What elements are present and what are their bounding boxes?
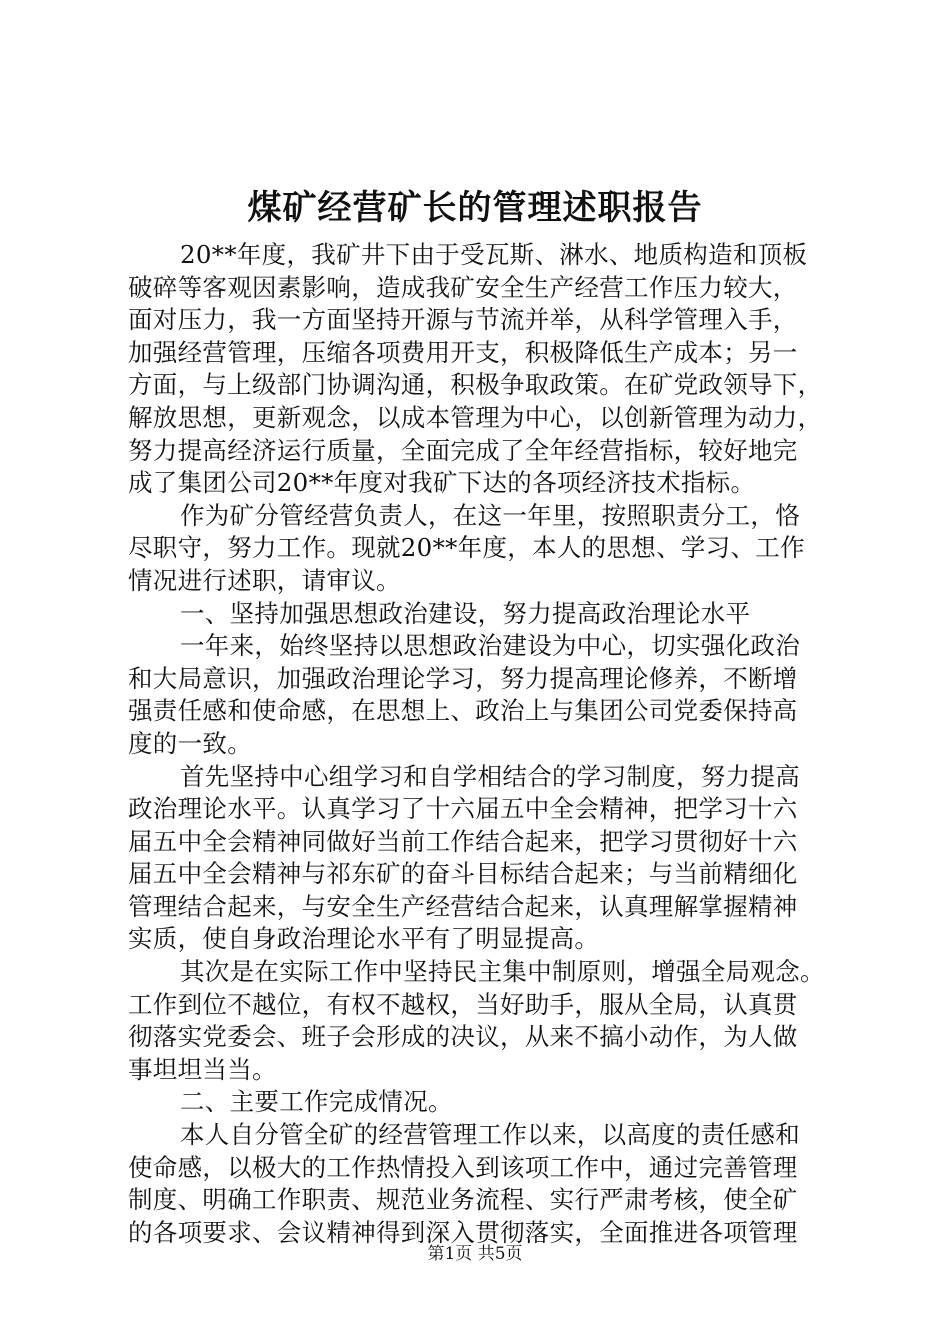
text-line: 破碎等客观因素影响，造成我矿安全生产经营工作压力较大， (128, 272, 798, 302)
text-line: 度的一致。 (128, 728, 252, 758)
text-line: 使命感，以极大的工作热情投入到该项工作中，通过完善管理 (128, 1152, 798, 1182)
text-line: 方面，与上级部门协调沟通，积极争取政策。在矿党政领导下， (128, 370, 823, 400)
text-line: 努力提高经济运行质量，全面完成了全年经营指标，较好地完 (128, 435, 798, 465)
text-line: 届五中全会精神同做好当前工作结合起来，把学习贯彻好十六 (128, 826, 798, 856)
text-line: 强责任感和使命感，在思想上、政治上与集团公司党委保持高 (128, 696, 798, 726)
text-line: 届五中全会精神与祁东矿的奋斗目标结合起来；与当前精细化 (128, 859, 798, 889)
text-line: 一、坚持加强思想政治建设，努力提高政治理论水平 (180, 598, 751, 628)
text-line: 管理结合起来，与安全生产经营结合起来，认真理解掌握精神 (128, 891, 798, 921)
text-line: 其次是在实际工作中坚持民主集中制原则，增强全局观念。 (180, 957, 825, 987)
document-body (128, 239, 828, 1249)
text-line: 作为矿分管经营负责人，在这一年里，按照职责分工，恪 (180, 500, 800, 530)
text-line: 实质，使自身政治理论水平有了明显提高。 (128, 924, 600, 954)
text-line: 首先坚持中心组学习和自学相结合的学习制度，努力提高 (180, 761, 800, 791)
text-line: 尽职守，努力工作。现就20**年度，本人的思想、学习、工作 (128, 533, 805, 563)
text-line: 成了集团公司20**年度对我矿下达的各项经济技术指标。 (128, 468, 756, 498)
text-line: 政治理论水平。认真学习了十六届五中全会精神，把学习十六 (128, 794, 798, 824)
text-line: 20**年度，我矿井下由于受瓦斯、淋水、地质构造和顶板 (180, 240, 808, 269)
text-line: 一年来，始终坚持以思想政治建设为中心，切实强化政治 (180, 631, 800, 661)
text-line: 情况进行述职，请审议。 (128, 565, 401, 595)
document-title: 煤矿经营矿长的管理述职报告 (247, 188, 703, 228)
text-line: 事坦坦当当。 (128, 1054, 277, 1084)
text-line: 解放思想，更新观念，以成本管理为中心，以创新管理为动力， (128, 402, 823, 432)
text-line: 本人自分管全矿的经营管理工作以来，以高度的责任感和 (180, 1120, 800, 1150)
text-line: 面对压力，我一方面坚持开源与节流并举，从科学管理入手， (128, 305, 798, 335)
text-line: 彻落实党委会、班子会形成的决议，从来不搞小动作，为人做 (128, 1022, 798, 1052)
text-line: 工作到位不越位，有权不越权，当好助手，服从全局，认真贯 (128, 989, 798, 1019)
text-line: 和大局意识，加强政治理论学习，努力提高理论修养，不断增 (128, 663, 798, 693)
text-line: 制度、明确工作职责、规范业务流程、实行严肃考核，使全矿 (128, 1185, 798, 1215)
text-line: 的各项要求、会议精神得到深入贯彻落实，全面推进各项管理 (128, 1217, 798, 1247)
text-line: 加强经营管理，压缩各项费用开支，积极降低生产成本；另一 (128, 337, 798, 367)
page-footer: 第1页 共5页 (427, 1244, 523, 1264)
text-line: 二、主要工作完成情况。 (180, 1087, 453, 1117)
